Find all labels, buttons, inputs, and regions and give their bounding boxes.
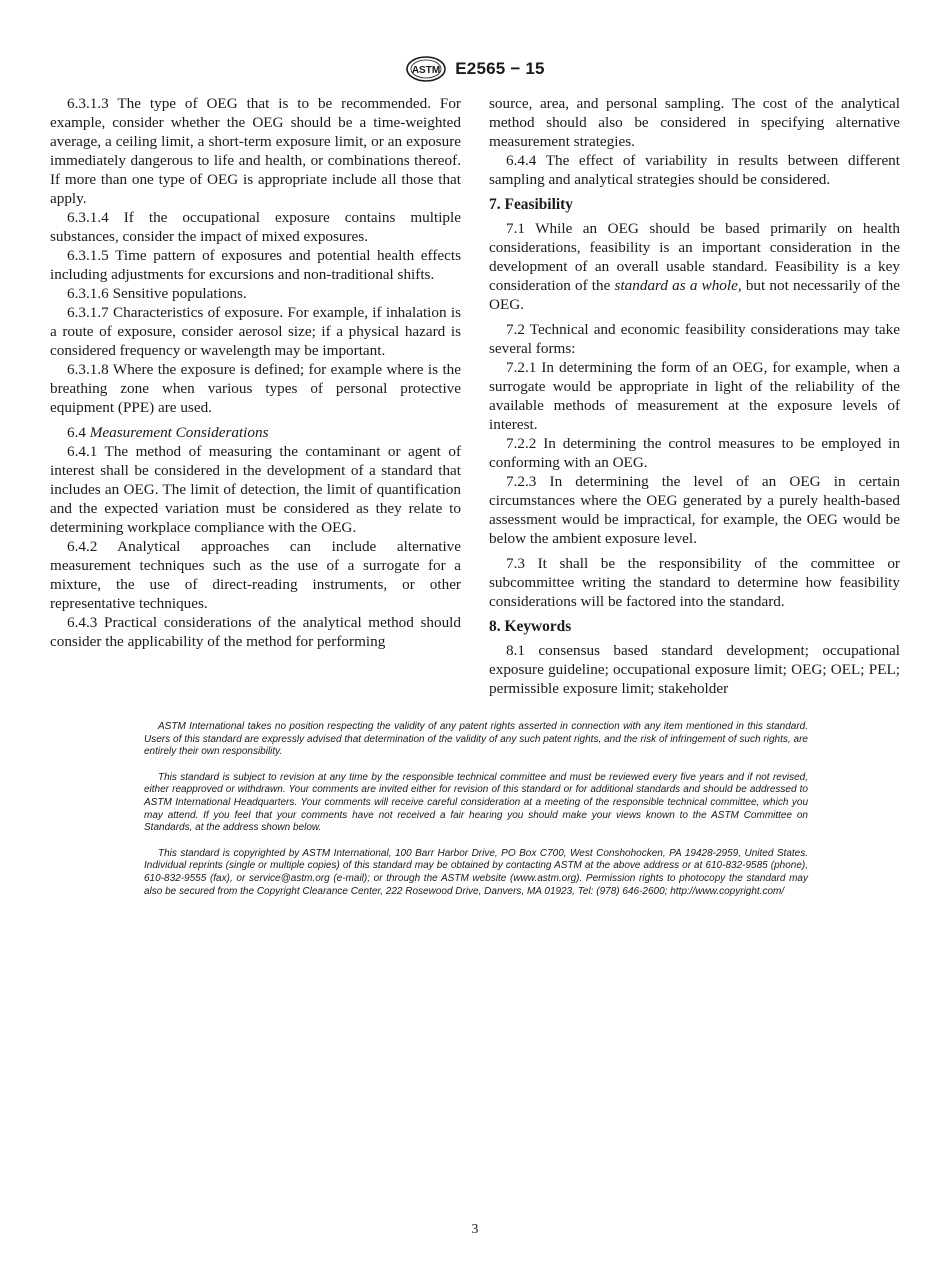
section-6-4-heading [50,423,461,442]
svg-text:ASTM: ASTM [412,65,441,76]
paragraph-6-3-1-6: 6.3.1.6 Sensitive populations. [67,285,247,302]
section-7-title: Feasibility [504,196,573,213]
paragraph-7-2-3: 7.2.3 In determining the level of an OEG in certain circumstances where the OEG generated by a purely health-based assessment would be impractical, for example, the OEG would be below the ambient exposure level. [489,473,900,547]
paragraph-6-4-1: 6.4.1 The method of measuring the contaminant or agent of interest shall be considered in the development of a standard that includes an OEG. The limit of detection, the limit of quantification and the expected variation must be considered as they relate to determining workplace compliance with the OEG. [50,443,461,536]
paragraph-7-2-2: 7.2.2 In determining the control measures to be employed in conforming with an OEG. [489,435,900,471]
right-column [489,94,900,698]
page-header [0,56,950,82]
page-number: 3 [471,1221,479,1236]
paragraph-7-3: 7.3 It shall be the responsibility of the committee or subcommittee writing the standard to determine how feasibility considerations will be factored into the standard. [489,555,900,610]
paragraph-6-3-1-7: 6.3.1.7 Characteristics of exposure. For example, if inhalation is a route of exposure, consider aerosol size; if a physical hazard is considered frequency or wavelength may be important. [50,304,461,359]
standard-designation: E2565 − 15 [455,59,545,78]
paragraph-6-4-4: 6.4.4 The effect of variability in results between different sampling and analytical strategies should be considered. [489,152,900,188]
paragraph-6-4-2: 6.4.2 Analytical approaches can include alternative measurement techniques such as the use of a surrogate for a mixture, the use of direct-reading instruments, or other representative techniques. [50,538,461,612]
section-8-heading [489,617,900,636]
paragraph-8-1: 8.1 consensus based standard development; occupational exposure guideline; occupational exposure limit; OEG; OEL; PEL; permissible exposure limit; stakeholder [489,642,900,697]
paragraph-6-3-1-4: 6.3.1.4 If the occupational exposure contains multiple substances, consider the impact of mixed exposures. [50,209,461,245]
section-7-heading [489,195,900,214]
copyright-notice: This standard is copyrighted by ASTM International, 100 Barr Harbor Drive, PO Box C700, West Conshohocken, PA 19428-2959, United States. Individual reprints (single or multiple copies) of this standard may be obtained by contacting ASTM at the above address or at 610-832-9585 (phone), 610-832-9555 (fax), or service@astm.org (e-mail); or through the ASTM website (www.astm.org). Permission rights to photocopy the standard may also be secured from the Copyright Clearance Center, 222 Rosewood Drive, Danvers, MA 01923, Tel: (978) 646-2600; http://www.copyright.com/ [144,847,808,897]
paragraph-6-4-3: 6.4.3 Practical considerations of the analytical method should consider the applicability of the method for performing [50,614,461,650]
paragraph-7-2-1: 7.2.1 In determining the form of an OEG, for example, when a surrogate would be appropriate in light of the reliability of the available methods of measurement at the exposure levels of interest. [489,359,900,433]
left-column [50,94,461,651]
patent-notice: ASTM International takes no position respecting the validity of any patent rights asserted in connection with any item mentioned in this standard. Users of this standard are expressly advised that determination of the validity of any such patent rights, and the risk of infringement of such rights, are entirely their own responsibility. [144,721,808,758]
legal-notices [144,721,808,911]
section-8-number: 8. [489,618,501,635]
paragraph-6-3-1-3: 6.3.1.3 The type of OEG that is to be recommended. For example, consider whether the OEG should be a time-weighted average, a ceiling limit, a short-term exposure limit, or an exposure immediately dangerous to life and health, or combinations thereof. If more than one type of OEG is appropriate include all those that apply. [50,95,461,207]
paragraph-7-2: 7.2 Technical and economic feasibility considerations may take several forms: [489,321,900,357]
astm-logo-icon [405,56,447,82]
section-6-4-title: Measurement Considerations [89,424,269,441]
emphasis-standard-as-whole: standard as a whole [614,277,738,294]
paragraph-7-1: 7.1 While an OEG should be based primarily on health considerations, feasibility is an important consideration in the development of an overall usable standard. Feasibility is a key consideration of the standard as a whole, but not necessarily of the OEG. [489,220,900,313]
paragraph-6-4-3-continued: source, area, and personal sampling. The cost of the analytical method should also be considered in specifying alternative measurement strategies. [489,95,900,150]
paragraph-6-3-1-8: 6.3.1.8 Where the exposure is defined; for example where is the breathing zone when various types of personal protective equipment (PPE) are used. [50,361,461,416]
revision-notice: This standard is subject to revision at any time by the responsible technical committee and must be reviewed every five years and if not revised, either reapproved or withdrawn. Your comments are invited either for revision of this standard or for additional standards and should be addressed to ASTM International Headquarters. Your comments will receive careful consideration at a meeting of the responsible technical committee, which you may attend. If you feel that your comments have not received a fair hearing you should make your views known to the ASTM Committee on Standards, at the address shown below. [144,771,808,834]
section-6-4-number: 6.4 [67,424,86,441]
section-8-title: Keywords [504,618,572,635]
section-7-number: 7. [489,196,501,213]
paragraph-6-3-1-5: 6.3.1.5 Time pattern of exposures and potential health effects including adjustments for excursions and non-traditional shifts. [50,247,461,283]
